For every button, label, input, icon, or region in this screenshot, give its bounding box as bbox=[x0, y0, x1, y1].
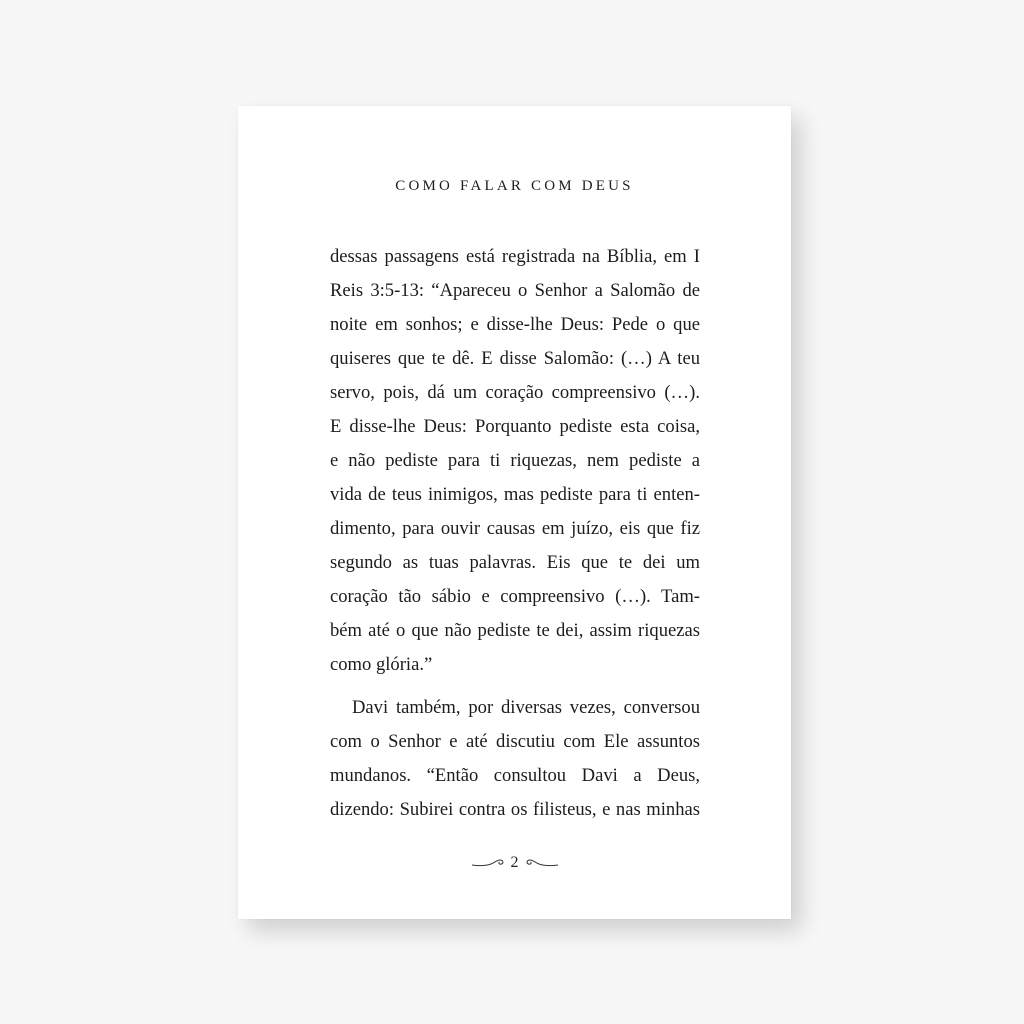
paragraph-gap bbox=[330, 682, 700, 691]
running-head: COMO FALAR COM DEUS bbox=[395, 178, 634, 194]
paragraph-2 bbox=[330, 691, 700, 827]
text-line: quiseres que te dê. E disse Salomão: (…) A teu bbox=[330, 348, 700, 369]
text-line: dizendo: Subirei contra os filisteus, e nas minhas bbox=[330, 799, 700, 820]
page-footer bbox=[238, 854, 791, 872]
text-line: Reis 3:5-13: “Apareceu o Senhor a Salomão de bbox=[330, 280, 700, 301]
text-line: dessas passagens está registrada na Bíblia, em I bbox=[330, 246, 700, 267]
text-line: dimento, para ouvir causas em juízo, eis que fiz bbox=[330, 518, 700, 539]
text-line: Davi também, por diversas vezes, conversou bbox=[352, 697, 700, 718]
right-flourish-icon bbox=[523, 857, 559, 869]
paragraph-1 bbox=[330, 240, 700, 682]
text-line: mundanos. “Então consultou Davi a Deus, bbox=[330, 765, 700, 786]
text-line: E disse-lhe Deus: Porquanto pediste esta coisa, bbox=[330, 416, 700, 437]
left-flourish-icon bbox=[471, 857, 507, 869]
text-line: servo, pois, dá um coração compreensivo (…). bbox=[330, 382, 700, 403]
body-text bbox=[330, 240, 700, 827]
text-line: bém até o que não pediste te dei, assim riquezas bbox=[330, 620, 700, 641]
text-line: como glória.” bbox=[330, 654, 433, 675]
text-line: segundo as tuas palavras. Eis que te dei um bbox=[330, 552, 700, 573]
text-line: vida de teus inimigos, mas pediste para ti enten- bbox=[330, 484, 700, 505]
page-number: 2 bbox=[510, 854, 519, 871]
book-page bbox=[238, 106, 791, 919]
text-line: coração tão sábio e compreensivo (…). Tam- bbox=[330, 586, 700, 607]
text-line: e não pediste para ti riquezas, nem pediste a bbox=[330, 450, 700, 471]
text-line: com o Senhor e até discutiu com Ele assuntos bbox=[330, 731, 700, 752]
text-line: noite em sonhos; e disse-lhe Deus: Pede o que bbox=[330, 314, 700, 335]
